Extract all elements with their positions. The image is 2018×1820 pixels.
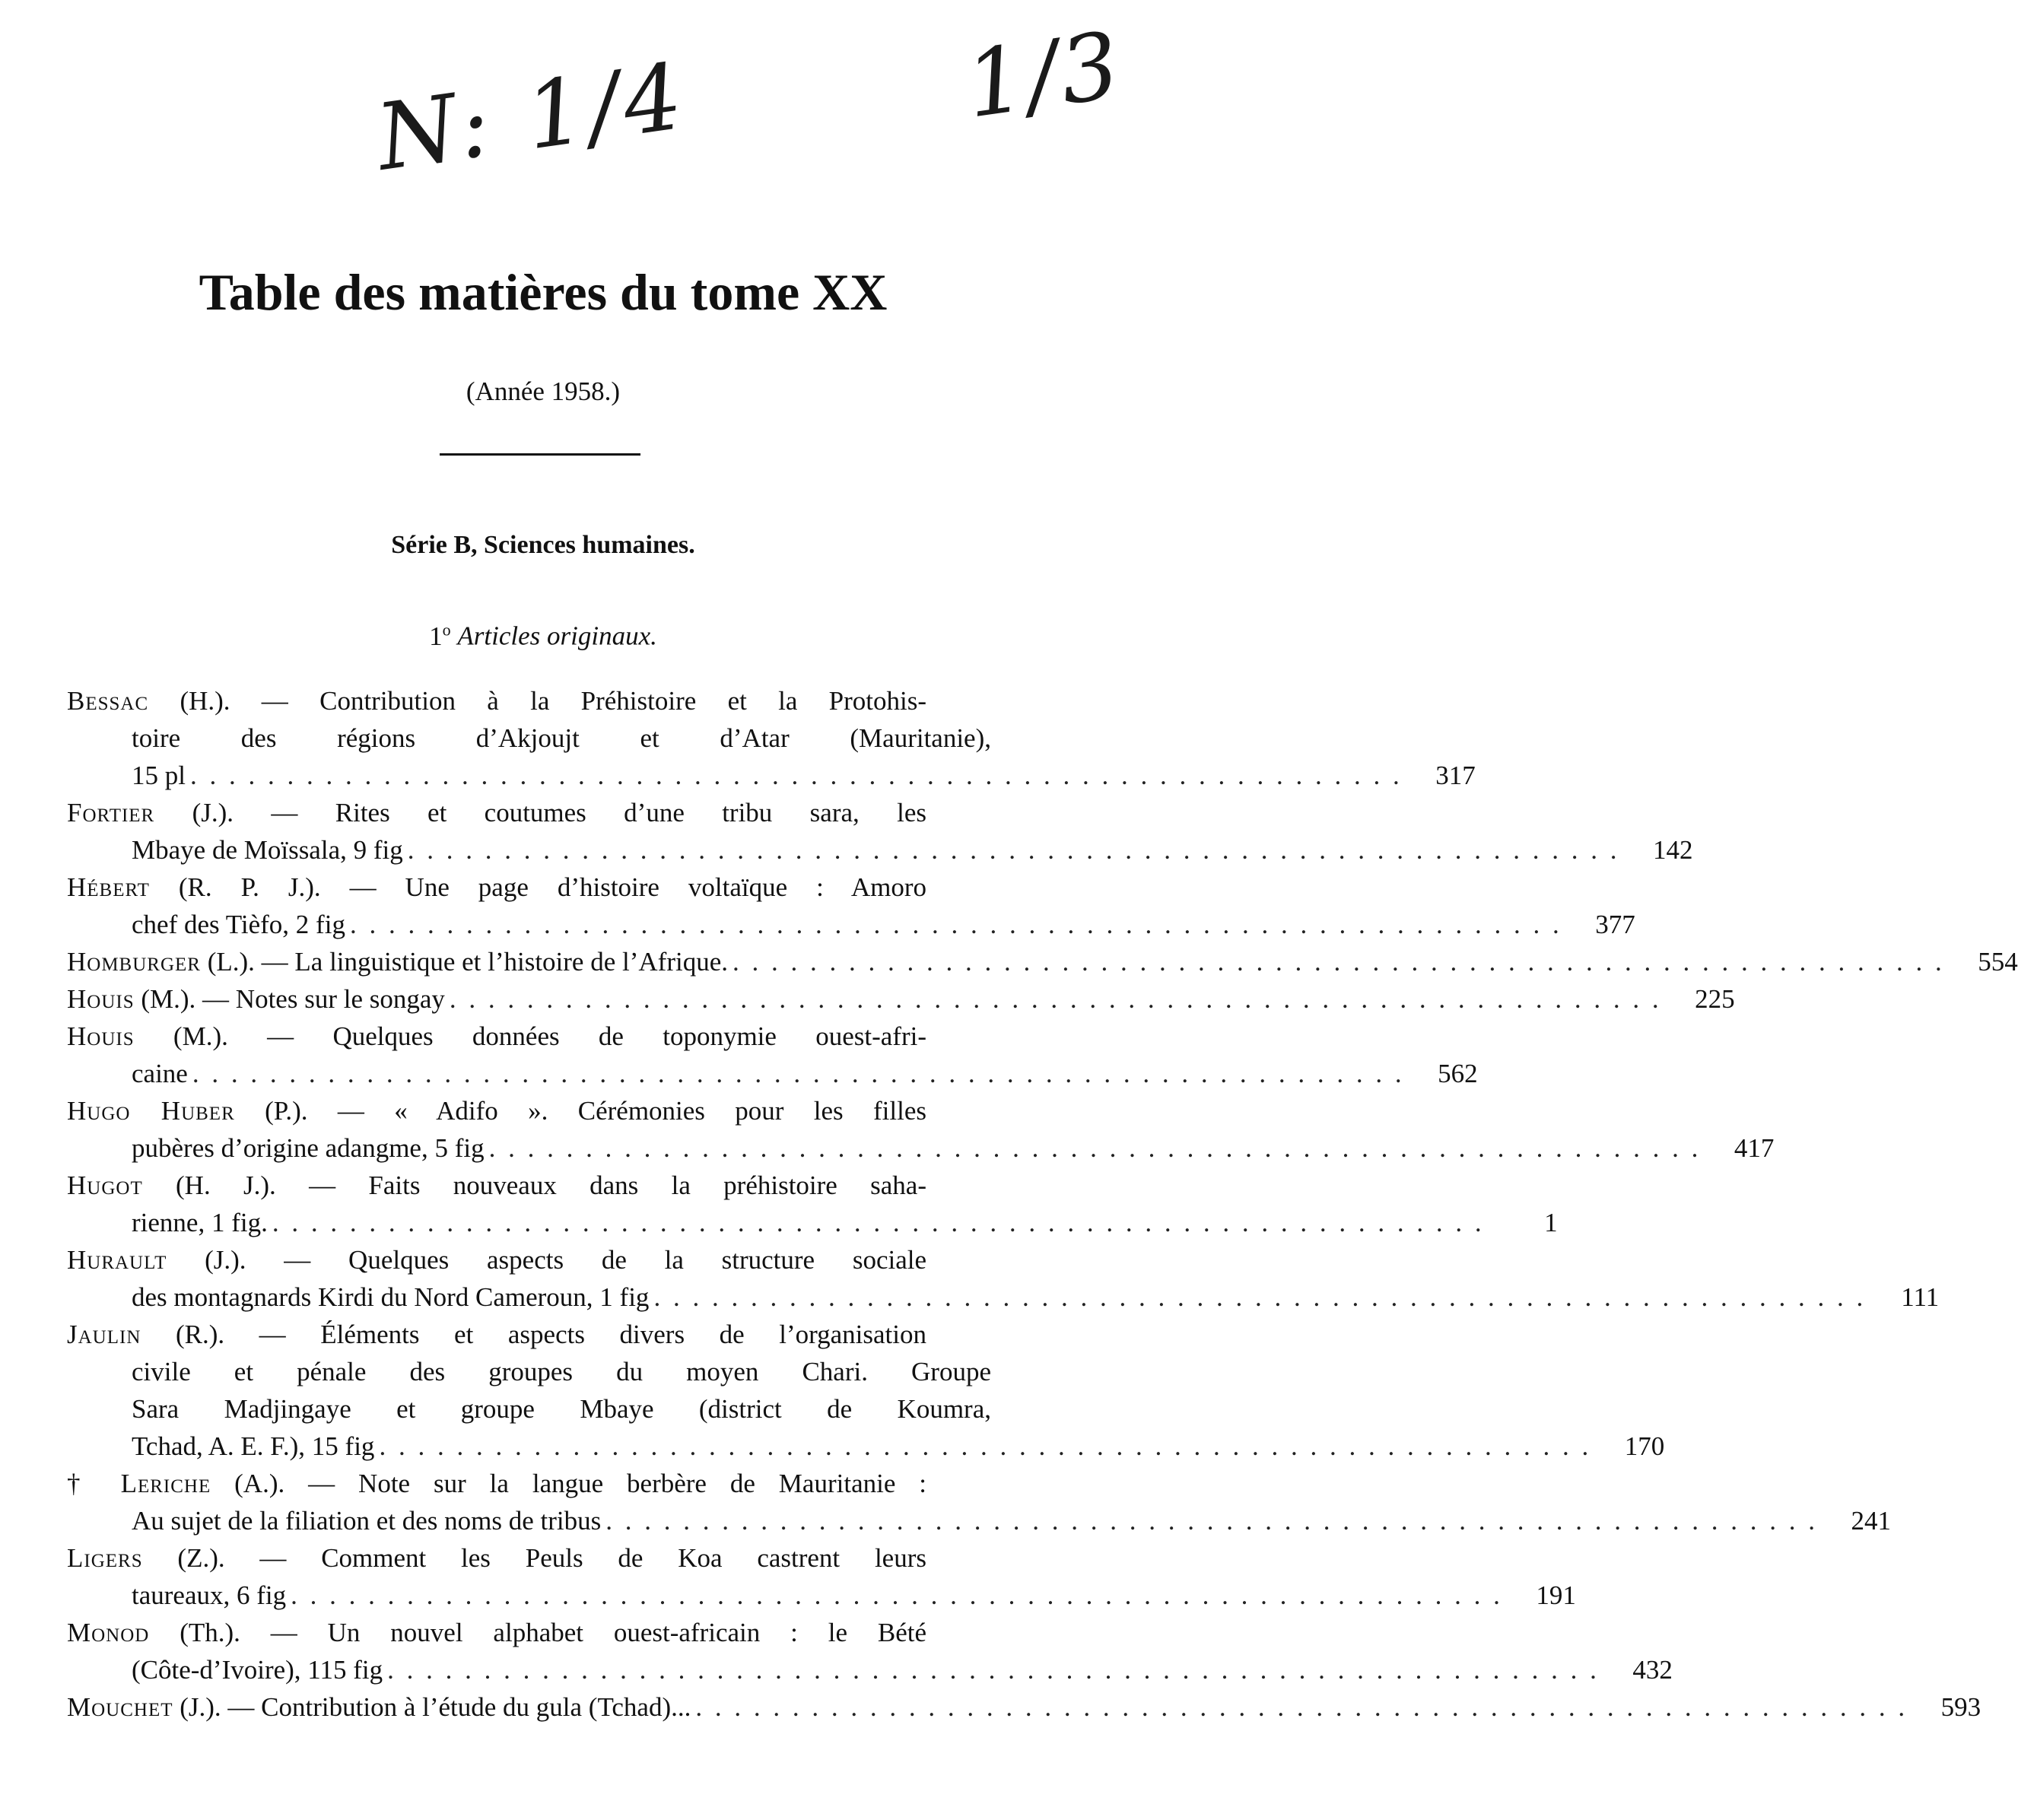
entry-text: [132, 1502, 601, 1539]
page-number: 317: [1435, 761, 1476, 790]
author-name: Mouchet: [67, 1692, 173, 1722]
article-title: (H.). — Contribution à la Préhistoire et la Protohis-: [148, 686, 926, 716]
entry-text: [132, 1651, 383, 1688]
table-of-contents-list: [67, 682, 2018, 1726]
entry-text: [132, 831, 403, 869]
entry-text: [67, 943, 728, 980]
article-title: toire des régions d’Akjoujt et d’Atar (Mauritanie),: [132, 723, 991, 753]
section-heading: [0, 620, 1086, 652]
page-number: 1: [1544, 1208, 1558, 1237]
article-title: Tchad, A. E. F.), 15 fig: [132, 1431, 375, 1461]
toc-entry: [67, 869, 1635, 943]
toc-entry-line: [67, 1539, 1003, 1577]
article-title: chef des Tièfo, 2 fig: [132, 910, 345, 939]
page-number: 417: [1734, 1133, 1775, 1163]
entry-text: [67, 1167, 926, 1204]
entry-text: [67, 869, 926, 906]
dot-leader: . . . . . . . . . . . . . . . . . . . . . . . . . . . . . . . . . . . . . . . . . . . . . . . . . . . . . . . . . . . . . . .: [387, 1655, 1600, 1685]
entry-text: [132, 1353, 991, 1390]
toc-entry: [67, 1688, 1981, 1726]
entry-text: [67, 1018, 926, 1055]
section-label: Articles originaux.: [457, 621, 657, 651]
toc-entry: [67, 1539, 1576, 1614]
article-title: des montagnards Kirdi du Nord Cameroun, 1 fig: [132, 1282, 650, 1312]
toc-entry-line: [67, 1614, 1003, 1651]
entry-text: [67, 1539, 926, 1577]
toc-entry-line: [67, 1502, 1892, 1539]
article-title: pubères d’origine adangme, 5 fig: [132, 1133, 485, 1163]
article-title: (M.). — Notes sur le songay: [134, 984, 445, 1014]
article-title: (Z.). — Comment les Peuls de Koa castrent leurs: [142, 1543, 926, 1573]
toc-entry-line: [67, 1353, 1003, 1390]
entry-text: [67, 682, 926, 719]
toc-entry-line: [67, 1278, 1940, 1316]
author-name: Bessac: [67, 686, 149, 716]
entry-text: [132, 1204, 268, 1241]
entry-text: [132, 719, 991, 757]
toc-entry-line: [67, 682, 1003, 719]
article-title: Sara Madjingaye et groupe Mbaye (district de Koumra,: [132, 1394, 991, 1424]
toc-entry: [67, 794, 1693, 869]
toc-entry-line: [67, 1018, 1003, 1055]
dot-leader: . . . . . . . . . . . . . . . . . . . . . . . . . . . . . . . . . . . . . . . . . . . . . . . . . . . . . . . . . . . . . . .: [449, 984, 1662, 1014]
toc-entry-line: [67, 980, 1735, 1018]
entry-text: [132, 1055, 188, 1092]
page-number: 554: [1978, 947, 2018, 977]
author-name: Hugot: [67, 1170, 143, 1200]
article-title: Mbaye de Moïssala, 9 fig: [132, 835, 403, 865]
page-number: 593: [1940, 1692, 1981, 1722]
author-name: Fortier: [67, 798, 155, 827]
dot-leader: . . . . . . . . . . . . . . . . . . . . . . . . . . . . . . . . . . . . . . . . . . . . . . . . . . . . . . . . . . . . . . .: [349, 910, 1562, 939]
toc-entry-line: [67, 1688, 1981, 1726]
toc-entry-line: [67, 1204, 1558, 1241]
page-number: 432: [1632, 1655, 1673, 1685]
author-name: Monod: [67, 1618, 150, 1647]
toc-entry: [67, 943, 2018, 980]
toc-entry: [67, 1167, 1558, 1241]
dot-leader: . . . . . . . . . . . . . . . . . . . . . . . . . . . . . . . . . . . . . . . . . . . . . . . . . . . . . . . . . . . . . . .: [732, 947, 1945, 977]
toc-entry-line: [67, 757, 1476, 794]
page-number: 241: [1851, 1506, 1892, 1536]
divider-rule: [440, 453, 640, 456]
article-title: (J.). — Quelques aspects de la structure sociale: [167, 1245, 926, 1275]
handwritten-note-right: 1/3: [959, 12, 1129, 139]
toc-entry-line: [67, 1577, 1576, 1614]
toc-entry-line: [67, 906, 1635, 943]
entry-text: [67, 1092, 926, 1129]
article-title: (R. P. J.). — Une page d’histoire voltaïque : Amoro: [149, 872, 926, 902]
page-number: 170: [1624, 1431, 1665, 1461]
toc-entry-line: [67, 1316, 1003, 1353]
toc-entry: [67, 682, 1476, 794]
article-title: (A.). — Note sur la langue berbère de Mauritanie :: [211, 1469, 926, 1498]
year-subtitle: (Année 1958.): [466, 376, 621, 406]
dot-leader: . . . . . . . . . . . . . . . . . . . . . . . . . . . . . . . . . . . . . . . . . . . . . . . . . . . . . . . . . . . . . . .: [488, 1133, 1702, 1163]
toc-entry: [67, 1316, 1665, 1465]
toc-entry-line: [67, 831, 1693, 869]
toc-entry-line: [67, 1390, 1003, 1428]
entry-text: [67, 1316, 926, 1353]
toc-entry-line: [67, 869, 1003, 906]
article-title: (J.). — Rites et coutumes d’une tribu sara, les: [154, 798, 926, 827]
dot-leader: . . . . . . . . . . . . . . . . . . . . . . . . . . . . . . . . . . . . . . . . . . . . . . . . . . . . . . . . . . . . . . .: [653, 1282, 1867, 1312]
page-number: 142: [1652, 835, 1693, 865]
dot-leader: . . . . . . . . . . . . . . . . . . . . . . . . . . . . . . . . . . . . . . . . . . . . . . . . . . . . . . . . . . . . . . .: [695, 1692, 1908, 1722]
series-heading: Série B, Sciences humaines.: [391, 531, 695, 559]
toc-entry-line: [67, 719, 1003, 757]
page-number: 191: [1536, 1580, 1576, 1610]
page-number: 377: [1595, 910, 1635, 939]
section-number: 1$^o$: [429, 620, 451, 651]
dot-leader: . . . . . . . . . . . . . . . . . . . . . . . . . . . . . . . . . . . . . . . . . . . . . . . . . . . . . . . . . . . . . . .: [291, 1580, 1503, 1610]
entry-text: [132, 757, 186, 794]
page-number: 562: [1438, 1059, 1478, 1088]
article-title: (H. J.). — Faits nouveaux dans la préhistoire saha-: [142, 1170, 926, 1200]
entry-text: [132, 1390, 991, 1428]
article-title: 15 pl: [132, 761, 186, 790]
toc-entry-line: [67, 1092, 1003, 1129]
author-name: Hébert: [67, 872, 150, 902]
toc-entry-line: [67, 1241, 1003, 1278]
article-title: (L.). — La linguistique et l’histoire de l’Afrique.: [200, 947, 728, 977]
article-title: (R.). — Éléments et aspects divers de l’organisation: [141, 1320, 926, 1349]
toc-entry: [67, 1018, 1478, 1092]
article-title: (M.). — Quelques données de toponymie ouest-afri-: [134, 1021, 926, 1051]
entry-text: [67, 980, 445, 1018]
toc-entry: [67, 1614, 1673, 1688]
toc-entry-line: [67, 943, 2018, 980]
entry-text: [132, 1278, 649, 1316]
author-name: Ligers: [67, 1543, 143, 1573]
toc-entry: [67, 1092, 1775, 1167]
author-name: Hugo Huber: [67, 1096, 235, 1126]
author-name: Houis: [67, 984, 135, 1014]
author-name: Hurault: [67, 1245, 167, 1275]
author-name: Leriche: [120, 1469, 211, 1498]
dot-leader: . . . . . . . . . . . . . . . . . . . . . . . . . . . . . . . . . . . . . . . . . . . . . . . . . . . . . . . . . . . . . . .: [189, 761, 1403, 790]
entry-text: [67, 1241, 926, 1278]
entry-text: [132, 1129, 485, 1167]
entry-text: [67, 1688, 691, 1726]
entry-text: [132, 906, 345, 943]
page-number: 111: [1901, 1282, 1940, 1312]
author-name: Houis: [67, 1021, 135, 1051]
article-title: caine: [132, 1059, 188, 1088]
toc-entry-line: [67, 1428, 1665, 1465]
article-title: (Côte-d’Ivoire), 115 fig: [132, 1655, 383, 1685]
deceased-mark: †: [67, 1469, 121, 1498]
article-title: (P.). — « Adifo ». Cérémonies pour les filles: [234, 1096, 927, 1126]
entry-text: [132, 1428, 374, 1465]
toc-entry-line: [67, 794, 1003, 831]
toc-entry-line: [67, 1651, 1673, 1688]
entry-text: [67, 1614, 926, 1651]
entry-text: [67, 794, 926, 831]
article-title: civile et pénale des groupes du moyen Chari. Groupe: [132, 1357, 991, 1386]
dot-leader: . . . . . . . . . . . . . . . . . . . . . . . . . . . . . . . . . . . . . . . . . . . . . . . . . . . . . . . . . . . . . . .: [192, 1059, 1405, 1088]
dot-leader: . . . . . . . . . . . . . . . . . . . . . . . . . . . . . . . . . . . . . . . . . . . . . . . . . . . . . . . . . . . . . . .: [605, 1506, 1819, 1536]
author-name: Jaulin: [67, 1320, 141, 1349]
handwritten-note-left: N: 1/4: [370, 43, 694, 192]
toc-entry: [67, 1465, 1892, 1539]
article-title: taureaux, 6 fig: [132, 1580, 287, 1610]
toc-entry-line: [67, 1167, 1003, 1204]
dot-leader: . . . . . . . . . . . . . . . . . . . . . . . . . . . . . . . . . . . . . . . . . . . . . . . . . . . . . . . . . . . . . . .: [407, 835, 1620, 865]
dot-leader: . . . . . . . . . . . . . . . . . . . . . . . . . . . . . . . . . . . . . . . . . . . . . . . . . . . . . . . . . . . . . . .: [379, 1431, 1592, 1461]
toc-entry-line: [67, 1465, 1003, 1502]
article-title: (J.). — Contribution à l’étude du gula (Tchad)...: [173, 1692, 691, 1722]
toc-entry: [67, 980, 1735, 1018]
toc-entry-line: [67, 1055, 1478, 1092]
page-number: 225: [1695, 984, 1735, 1014]
page-title: Table des matières du tome XX: [199, 263, 888, 321]
dot-leader: . . . . . . . . . . . . . . . . . . . . . . . . . . . . . . . . . . . . . . . . . . . . . . . . . . . . . . . . . . . . . . .: [272, 1208, 1485, 1237]
article-title: Au sujet de la filiation et des noms de tribus: [132, 1506, 602, 1536]
author-name: Homburger: [67, 947, 201, 977]
article-title: (Th.). — Un nouvel alphabet ouest-africain : le Bété: [149, 1618, 926, 1647]
toc-entry: [67, 1241, 1940, 1316]
entry-text: [67, 1465, 926, 1502]
entry-text: [132, 1577, 286, 1614]
article-title: rienne, 1 fig.: [132, 1208, 268, 1237]
toc-entry-line: [67, 1129, 1775, 1167]
